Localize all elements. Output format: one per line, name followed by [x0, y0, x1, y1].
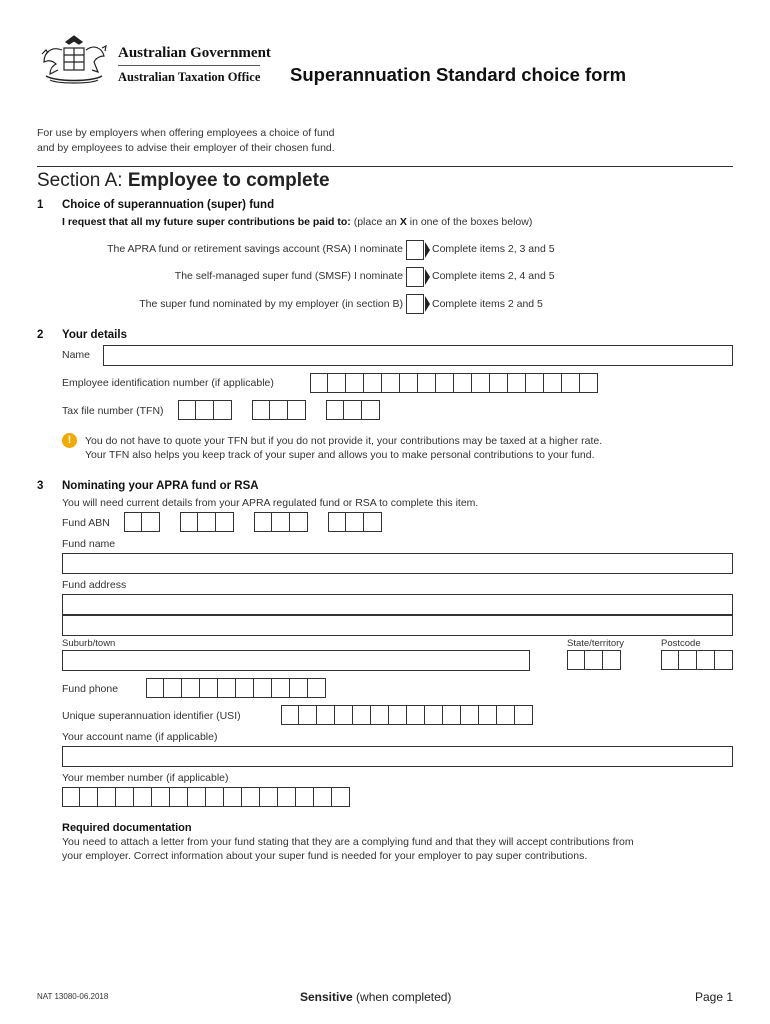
character-cell[interactable] [454, 373, 472, 393]
tfn-label: Tax file number (TFN) [62, 405, 164, 417]
sensitivity-label [300, 990, 451, 1004]
character-cell[interactable] [317, 705, 335, 725]
required-documentation-text [62, 836, 634, 863]
character-cell[interactable] [142, 512, 160, 532]
character-cell[interactable] [296, 787, 314, 807]
character-cell[interactable] [206, 787, 224, 807]
tfn-warning-line-2: Your TFN also helps you keep track of your super and allows you to make personal contributions to your fund. [85, 448, 595, 461]
arrow-icon [425, 242, 430, 258]
tfn-warning-line-1: You do not have to quote your TFN but if you do not provide it, your contributions may be taxed at a higher rate. [85, 435, 603, 447]
section-a-title [37, 170, 330, 192]
character-cell[interactable] [443, 705, 461, 725]
section-divider [37, 166, 733, 167]
intro-text [37, 126, 397, 156]
character-cell[interactable] [62, 787, 80, 807]
option-employer-checkbox[interactable] [406, 294, 424, 314]
usi-label: Unique superannuation identifier (USI) [62, 710, 241, 722]
character-cell[interactable] [585, 650, 603, 670]
eid-input[interactable] [310, 373, 598, 393]
character-cell[interactable] [679, 650, 697, 670]
character-cell[interactable] [515, 705, 533, 725]
postcode-label: Postcode [661, 638, 701, 649]
name-input[interactable] [103, 345, 733, 366]
character-cell[interactable] [270, 400, 288, 420]
fund-name-input[interactable] [62, 553, 733, 574]
q1-instruction [62, 216, 532, 228]
fund-address-line-2[interactable] [62, 615, 733, 636]
section-a-prefix: Section A: [37, 170, 128, 191]
intro-line-2: and by employees to advise their employer of their chosen fund. [37, 142, 335, 154]
fund-abn-group-3[interactable] [254, 512, 308, 532]
character-cell[interactable] [389, 705, 407, 725]
required-documentation-line-2: your employer. Correct information about your super fund is needed for your employer to pay super contributions. [62, 849, 588, 862]
fund-abn-label: Fund ABN [62, 517, 110, 529]
sensitivity-rest: (when completed) [352, 990, 452, 1004]
intro-line-1: For use by employers when offering employees a choice of fund [37, 127, 335, 139]
character-cell[interactable] [371, 705, 389, 725]
sensitivity-bold: Sensitive [300, 990, 353, 1004]
character-cell[interactable] [580, 373, 598, 393]
required-documentation-title: Required documentation [62, 822, 192, 834]
character-cell[interactable] [180, 512, 198, 532]
character-cell[interactable] [328, 373, 346, 393]
character-cell[interactable] [252, 400, 270, 420]
character-cell[interactable] [224, 787, 242, 807]
q3-subtitle: You will need current details from your APRA regulated fund or RSA to complete this item. [62, 497, 479, 509]
fund-address-line-1[interactable] [62, 594, 733, 615]
usi-input[interactable] [281, 705, 533, 725]
character-cell[interactable] [490, 373, 508, 393]
eid-label: Employee identification number (if applicable) [62, 377, 274, 389]
character-cell[interactable] [362, 400, 380, 420]
character-cell[interactable] [567, 650, 585, 670]
character-cell[interactable] [308, 678, 326, 698]
character-cell[interactable] [196, 400, 214, 420]
character-cell[interactable] [335, 705, 353, 725]
character-cell[interactable] [281, 705, 299, 725]
account-name-label: Your account name (if applicable) [62, 731, 218, 743]
section-a-heading: Employee to complete [127, 170, 330, 191]
fund-abn-group-2[interactable] [180, 512, 234, 532]
fund-name-label: Fund name [62, 538, 116, 550]
q1-number: 1 [37, 199, 44, 211]
character-cell[interactable] [164, 678, 182, 698]
agency-name: Australian Taxation Office [118, 70, 261, 84]
character-cell[interactable] [124, 512, 142, 532]
suburb-label: Suburb/town [62, 638, 116, 649]
form-code: NAT 13080-06.2018 [37, 992, 109, 1001]
character-cell[interactable] [216, 512, 234, 532]
character-cell[interactable] [254, 512, 272, 532]
character-cell[interactable] [272, 512, 290, 532]
header-divider [118, 65, 260, 66]
character-cell[interactable] [314, 787, 332, 807]
character-cell[interactable] [418, 373, 436, 393]
character-cell[interactable] [290, 512, 308, 532]
character-cell[interactable] [326, 400, 344, 420]
q3-number: 3 [37, 480, 44, 492]
option-smsf-checkbox[interactable] [406, 267, 424, 287]
option-employer-label: The super fund nominated by my employer (in section B) [139, 298, 403, 310]
q1-instruction-rest: (place an [350, 216, 400, 228]
character-cell[interactable] [310, 373, 328, 393]
character-cell[interactable] [200, 678, 218, 698]
character-cell[interactable] [400, 373, 418, 393]
character-cell[interactable] [562, 373, 580, 393]
character-cell[interactable] [134, 787, 152, 807]
character-cell[interactable] [146, 678, 164, 698]
fund-abn-group-1[interactable] [124, 512, 160, 532]
name-label: Name [62, 349, 91, 361]
member-number-label: Your member number (if applicable) [62, 772, 229, 784]
character-cell[interactable] [290, 678, 308, 698]
state-label: State/territory [567, 638, 625, 649]
warning-icon: ! [62, 433, 77, 448]
member-number-input[interactable] [62, 787, 350, 807]
option-employer-note: Complete items 2 and 5 [432, 298, 543, 310]
tfn-input-group-1[interactable] [178, 400, 232, 420]
fund-abn-group-4[interactable] [328, 512, 382, 532]
q2-number: 2 [37, 329, 44, 341]
character-cell[interactable] [214, 400, 232, 420]
character-cell[interactable] [407, 705, 425, 725]
character-cell[interactable] [497, 705, 515, 725]
q2-title: Your details [62, 329, 127, 341]
tfn-input-group-3[interactable] [326, 400, 380, 420]
character-cell[interactable] [170, 787, 188, 807]
account-name-input[interactable] [62, 746, 733, 767]
character-cell[interactable] [603, 650, 621, 670]
character-cell[interactable] [526, 373, 544, 393]
character-cell[interactable] [328, 512, 346, 532]
required-documentation-line-1: You need to attach a letter from your fund stating that they are a complying fund and that they will accept contributions from [62, 836, 634, 848]
character-cell[interactable] [188, 787, 206, 807]
character-cell[interactable] [715, 650, 733, 670]
character-cell[interactable] [332, 787, 350, 807]
character-cell[interactable] [260, 787, 278, 807]
character-cell[interactable] [461, 705, 479, 725]
fund-address-label: Fund address [62, 579, 127, 591]
character-cell[interactable] [544, 373, 562, 393]
q1-instruction-bold: I request that all my future super contributions be paid to: [62, 216, 351, 228]
character-cell[interactable] [353, 705, 371, 725]
character-cell[interactable] [272, 678, 290, 698]
page-number: Page 1 [695, 990, 734, 1004]
postcode-input[interactable] [661, 650, 733, 670]
character-cell[interactable] [697, 650, 715, 670]
character-cell[interactable] [80, 787, 98, 807]
option-apra-note: Complete items 2, 3 and 5 [432, 243, 555, 255]
character-cell[interactable] [288, 400, 306, 420]
character-cell[interactable] [299, 705, 317, 725]
q1-title: Choice of superannuation (super) fund [62, 199, 275, 211]
character-cell[interactable] [425, 705, 443, 725]
option-apra-label: The APRA fund or retirement savings account (RSA) I nominate [107, 243, 403, 255]
arrow-icon [425, 269, 430, 285]
government-name: Australian Government [118, 45, 271, 61]
fund-phone-input[interactable] [146, 678, 326, 698]
character-cell[interactable] [236, 678, 254, 698]
character-cell[interactable] [178, 400, 196, 420]
fund-phone-label: Fund phone [62, 683, 119, 695]
character-cell[interactable] [116, 787, 134, 807]
character-cell[interactable] [661, 650, 679, 670]
character-cell[interactable] [254, 678, 272, 698]
character-cell[interactable] [382, 373, 400, 393]
q1-instruction-end: in one of the boxes below) [406, 216, 533, 228]
character-cell[interactable] [344, 400, 362, 420]
character-cell[interactable] [346, 512, 364, 532]
character-cell[interactable] [346, 373, 364, 393]
character-cell[interactable] [242, 787, 260, 807]
suburb-input[interactable] [62, 650, 530, 671]
character-cell[interactable] [218, 678, 236, 698]
q1-instruction-x: X [399, 216, 407, 228]
character-cell[interactable] [152, 787, 170, 807]
option-smsf-label: The self-managed super fund (SMSF) I nominate [174, 270, 403, 282]
state-input[interactable] [567, 650, 621, 670]
tfn-input-group-2[interactable] [252, 400, 306, 420]
character-cell[interactable] [364, 512, 382, 532]
character-cell[interactable] [98, 787, 116, 807]
character-cell[interactable] [364, 373, 382, 393]
option-smsf-note: Complete items 2, 4 and 5 [432, 270, 555, 282]
character-cell[interactable] [436, 373, 454, 393]
option-apra-checkbox[interactable] [406, 240, 424, 260]
character-cell[interactable] [479, 705, 497, 725]
character-cell[interactable] [198, 512, 216, 532]
tfn-warning [85, 435, 602, 462]
arrow-icon [425, 296, 430, 312]
q3-title: Nominating your APRA fund or RSA [62, 480, 259, 492]
character-cell[interactable] [508, 373, 526, 393]
coat-of-arms-icon [36, 34, 112, 86]
character-cell[interactable] [472, 373, 490, 393]
character-cell[interactable] [182, 678, 200, 698]
form-title: Superannuation Standard choice form [290, 64, 627, 85]
character-cell[interactable] [278, 787, 296, 807]
